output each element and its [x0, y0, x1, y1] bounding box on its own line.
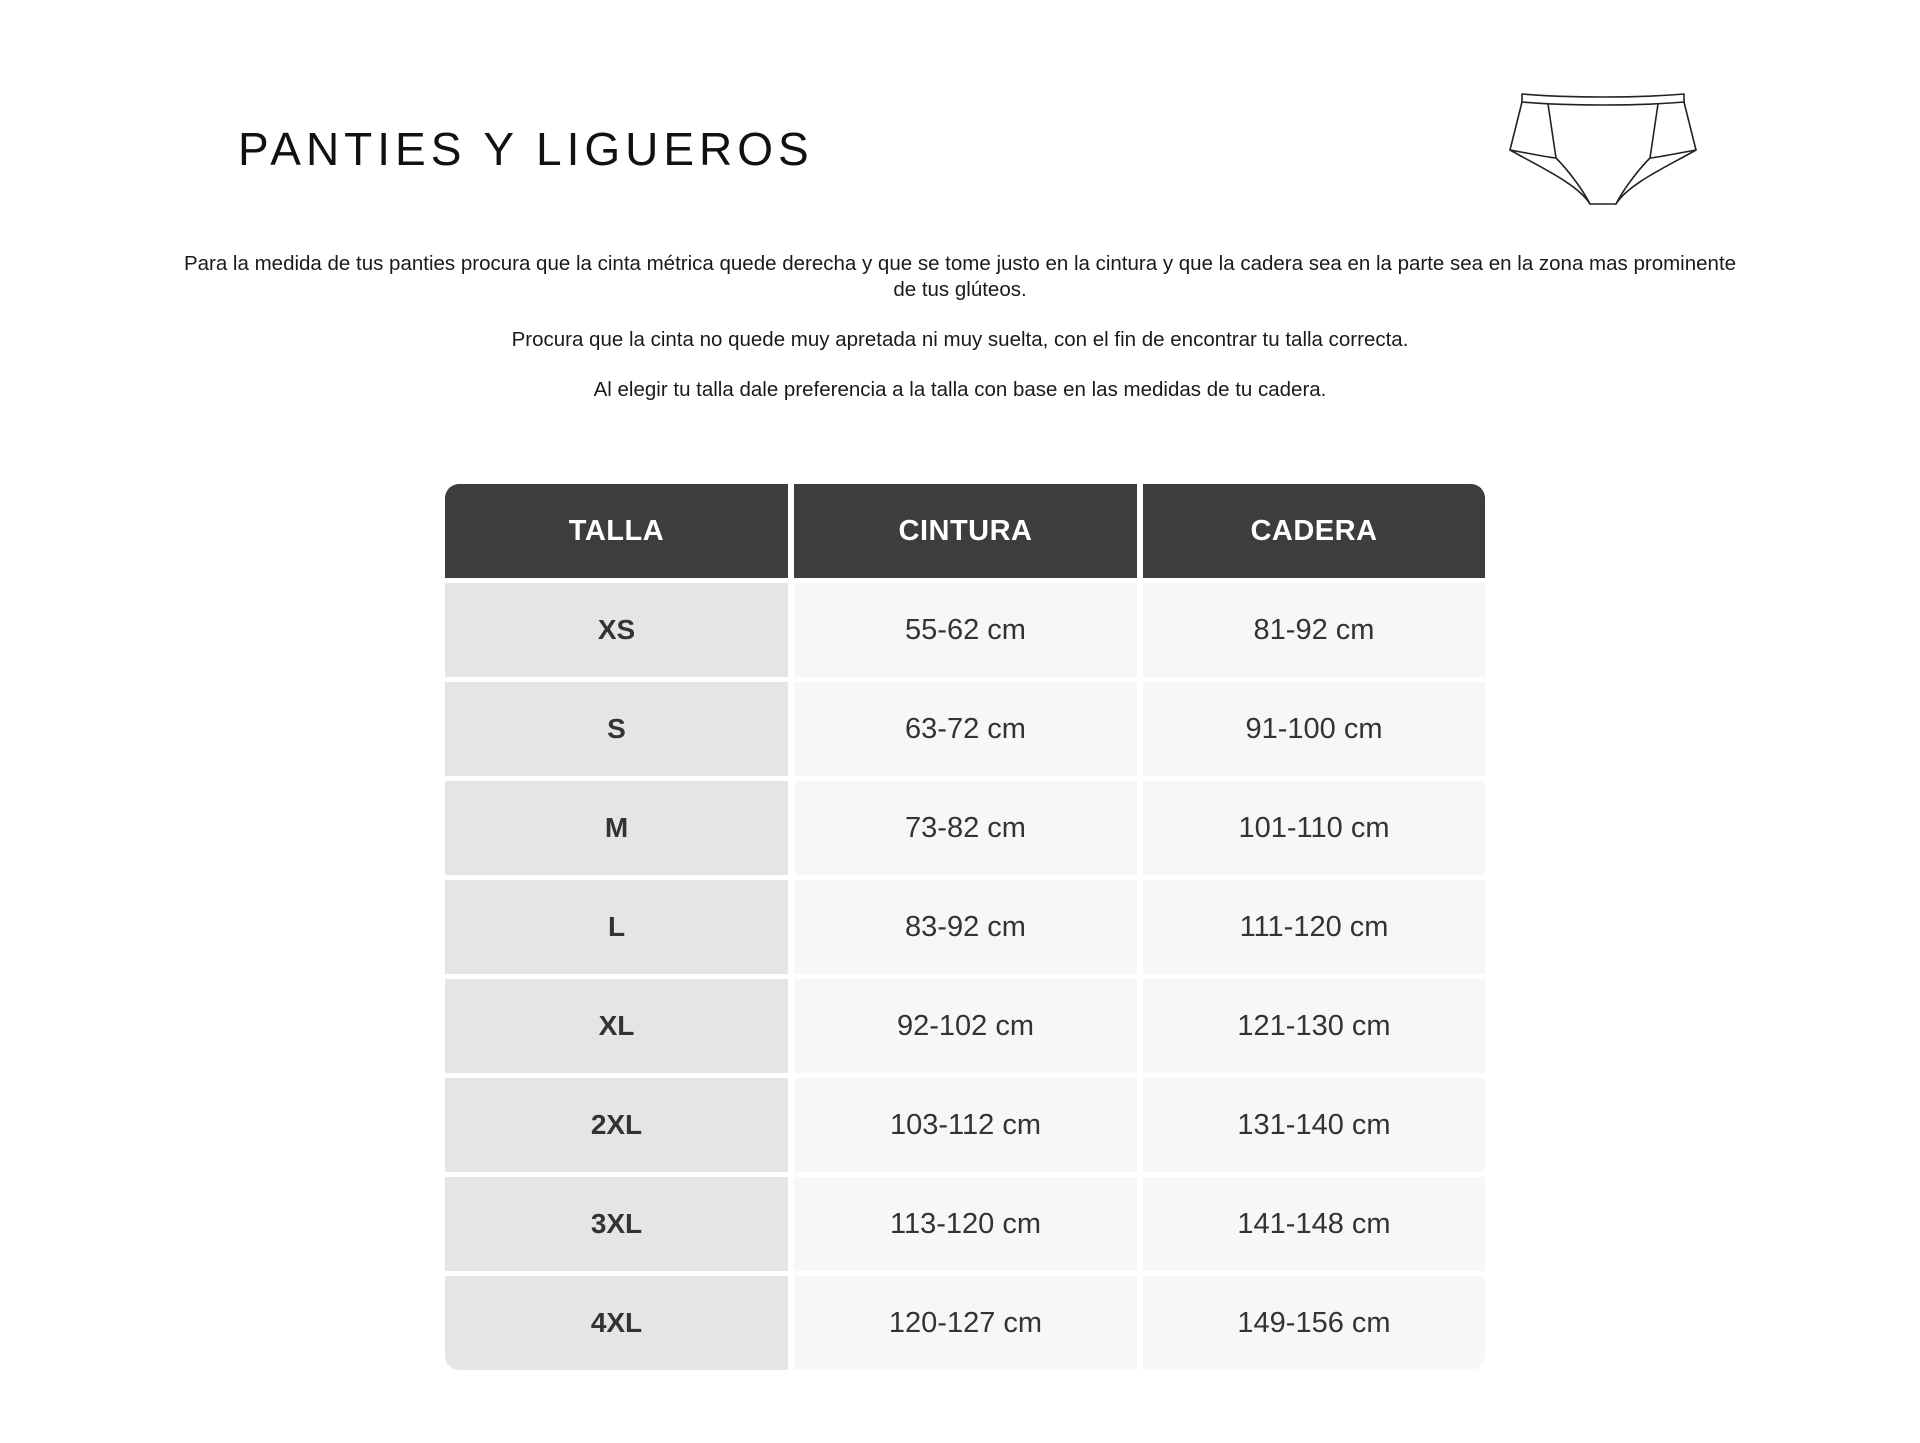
waist-cell: 120-127 cm: [794, 1276, 1137, 1370]
intro-paragraph-2: Procura que la cinta no quede muy apretada ni muy suelta, con el fin de encontrar tu talla correcta.: [511, 328, 1409, 351]
header-talla: TALLA: [445, 484, 788, 578]
waist-cell: 92-102 cm: [794, 979, 1137, 1073]
hip-cell: 111-120 cm: [1143, 880, 1485, 974]
size-cell: 3XL: [445, 1177, 788, 1271]
intro-paragraph-1: Para la medida de tus panties procura que la cinta métrica quede derecha y que se tome justo en la cintura y que la cadera sea en la parte sea en la zona mas prominente de tus glúteos.: [183, 252, 1737, 301]
hip-cell: 131-140 cm: [1143, 1078, 1485, 1172]
size-cell: 4XL: [445, 1276, 788, 1370]
waist-cell: 113-120 cm: [794, 1177, 1137, 1271]
size-cell: M: [445, 781, 788, 875]
header-cintura: CINTURA: [794, 484, 1137, 578]
panties-outline-icon: [1508, 88, 1698, 210]
size-cell: 2XL: [445, 1078, 788, 1172]
intro-text: [180, 251, 1740, 427]
intro-paragraph-3: Al elegir tu talla dale preferencia a la talla con base en las medidas de tu cadera.: [593, 378, 1327, 401]
size-cell: XS: [445, 583, 788, 677]
hip-cell: 121-130 cm: [1143, 979, 1485, 1073]
hip-cell: 101-110 cm: [1143, 781, 1485, 875]
hip-cell: 141-148 cm: [1143, 1177, 1485, 1271]
size-cell: S: [445, 682, 788, 776]
size-cell: XL: [445, 979, 788, 1073]
waist-cell: 73-82 cm: [794, 781, 1137, 875]
hip-cell: 81-92 cm: [1143, 583, 1485, 677]
waist-cell: 103-112 cm: [794, 1078, 1137, 1172]
hip-cell: 149-156 cm: [1143, 1276, 1485, 1370]
header-cadera: CADERA: [1143, 484, 1485, 578]
waist-cell: 55-62 cm: [794, 583, 1137, 677]
hip-cell: 91-100 cm: [1143, 682, 1485, 776]
size-cell: L: [445, 880, 788, 974]
page-title: PANTIES Y LIGUEROS: [238, 123, 814, 175]
waist-cell: 83-92 cm: [794, 880, 1137, 974]
size-table: [445, 484, 1485, 1370]
waist-cell: 63-72 cm: [794, 682, 1137, 776]
